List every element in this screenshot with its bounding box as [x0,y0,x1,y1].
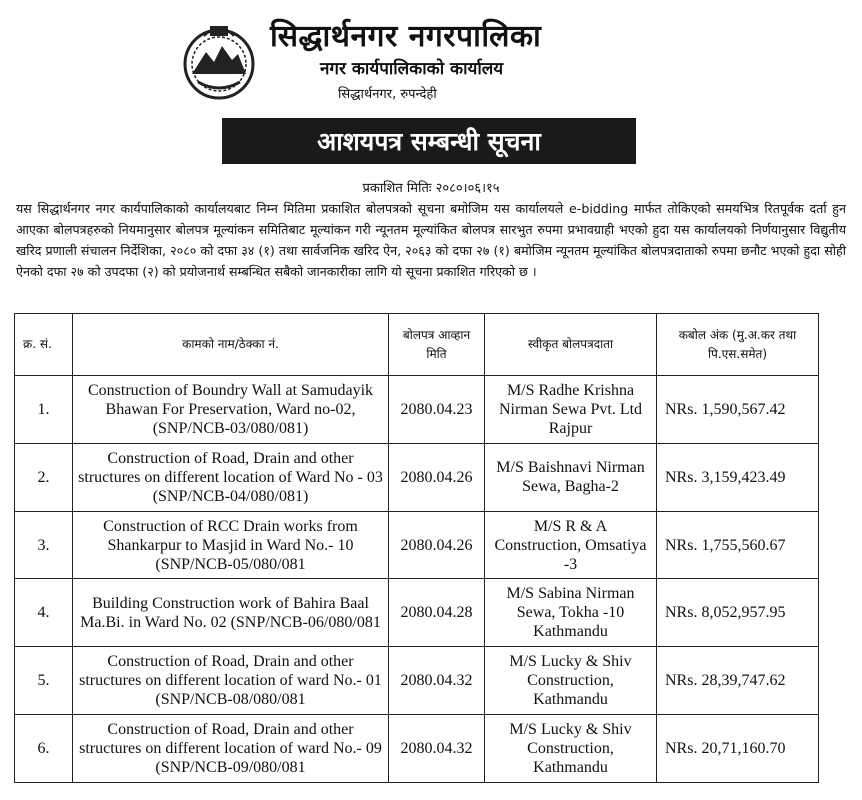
cell-work: Construction of Road, Drain and other structures on different location of ward No.- 01 (SNP/NCB-08/080/081 [73,647,389,715]
contract-table [14,313,819,783]
cell-date: 2080.04.26 [389,443,485,511]
letterhead [0,0,862,112]
cell-work: Construction of Road, Drain and other structures on different location of Ward No - 03 (SNP/NCB-04/080/081) [73,443,389,511]
address: सिद्धार्थनगर, रुपन्देही [338,87,437,102]
cell-work: Building Construction work of Bahira Baal Ma.Bi. in Ward No. 02 (SNP/NCB-06/080/081 [73,579,389,647]
cell-sn: 3. [15,511,73,579]
table-row [15,376,819,444]
cell-work: Construction of Road, Drain and other structures on different location of ward No.- 09 (SNP/NCB-09/080/081 [73,715,389,783]
table-row [15,579,819,647]
cell-bidder: M/S Sabina Nirman Sewa, Tokha -10 Kathmandu [485,579,657,647]
table-header-row [15,314,819,376]
header-work: कामको नाम/ठेक्का नं. [73,314,389,376]
notice-title: आशयपत्र सम्बन्धी सूचना [222,118,636,164]
cell-sn: 6. [15,715,73,783]
header-bidder: स्वीकृत बोलपत्रदाता [485,314,657,376]
cell-work: Construction of RCC Drain works from Shankarpur to Masjid in Ward No.- 10 (SNP/NCB-05/080/081 [73,511,389,579]
cell-sn: 1. [15,376,73,444]
cell-date: 2080.04.26 [389,511,485,579]
cell-sn: 5. [15,647,73,715]
cell-bidder: M/S Lucky & Shiv Construction, Kathmandu [485,647,657,715]
office-name: नगर कार्यपालिकाको कार्यालय [320,59,504,79]
header-date: बोलपत्र आव्हान मिति [389,314,485,376]
cell-sn: 2. [15,443,73,511]
cell-date: 2080.04.32 [389,647,485,715]
cell-sn: 4. [15,579,73,647]
cell-bidder: M/S Baishnavi Nirman Sewa, Bagha-2 [485,443,657,511]
cell-bidder: M/S Lucky & Shiv Construction, Kathmandu [485,715,657,783]
cell-amount: NRs. 20,71,160.70 [657,715,819,783]
cell-date: 2080.04.28 [389,579,485,647]
header-sn: क्र. सं. [15,314,73,376]
cell-amount: NRs. 28,39,747.62 [657,647,819,715]
org-name: सिद्धार्थनगर नगरपालिका [270,19,542,54]
table-row [15,647,819,715]
table-row [15,715,819,783]
cell-date: 2080.04.32 [389,715,485,783]
cell-amount: NRs. 3,159,423.49 [657,443,819,511]
header-amount: कबोल अंक (मु.अ.कर तथा पि.एस.समेत) [657,314,819,376]
cell-bidder: M/S Radhe Krishna Nirman Sewa Pvt. Ltd Rajpur [485,376,657,444]
cell-amount: NRs. 1,590,567.42 [657,376,819,444]
nepal-emblem-icon [180,22,258,104]
cell-work: Construction of Boundry Wall at Samudayik Bhawan For Preservation, Ward no-02, (SNP/NCB-03/080/081) [73,376,389,444]
published-date: प्रकाशित मितिः २०८०।०६।१५ [362,181,500,196]
cell-amount: NRs. 8,052,957.95 [657,579,819,647]
table-row [15,511,819,579]
cell-amount: NRs. 1,755,560.67 [657,511,819,579]
table-row [15,443,819,511]
cell-bidder: M/S R & A Construction, Omsatiya -3 [485,511,657,579]
cell-date: 2080.04.23 [389,376,485,444]
notice-body: यस सिद्धार्थनगर नगर कार्यपालिकाको कार्यालयबाट निम्न मितिमा प्रकाशित बोलपत्रको सूचना बमोजिम यस कार्यालयले e-bidding मार्फत तोकिएको समयभित्र रितपूर्वक दर्ता हुन आएका बोलपत्रहरुको नियमानुसार बोलपत्र मूल्यांकन समितिबाट मूल्यांकन गरी न्यूनतम मूल्यांकित बोलपत्र सारभुत रुपमा प्रभावग्राही भएको हुदा यस कार्यालयको निर्णयानुसार विद्युतीय खरिद प्रणाली संचालन निर्देशिका, २०८० को दफा ३४ (१) तथा सार्वजनिक खरिद ऐन, २०६३ को दफा २७ (१) बमोजिम न्यूनतम मूल्यांकित बोलपत्रदाताको रुपमा छनौट भएको हुदा सोही ऐनको दफा २७ को उपदफा (२) को प्रयोजनार्थ सम्बन्धित सबैको जानकारीका लागि यो सूचना प्रकाशित गरिएको छ । [16,201,846,279]
